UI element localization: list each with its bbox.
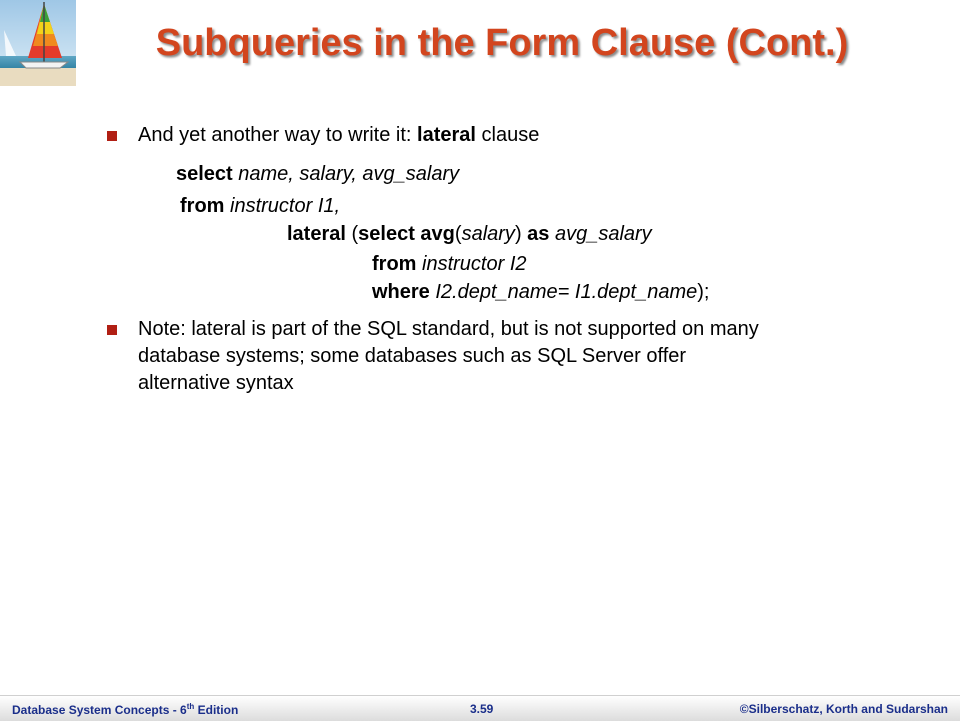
bullet-marker	[107, 325, 117, 335]
sailboat-logo	[0, 0, 76, 86]
sql-keyword: where	[372, 281, 430, 303]
slide-footer	[0, 695, 960, 721]
footer-book-text: Database System Concepts - 6	[12, 703, 187, 717]
code-line-2	[180, 193, 340, 220]
sql-identifier: name, salary, avg_salary	[232, 163, 460, 185]
bullet-text-pre: And yet another way to write it:	[138, 124, 418, 146]
sql-keyword: from	[180, 195, 225, 217]
sql-identifier: instructor I2	[416, 253, 527, 275]
bullet-text-note	[138, 316, 918, 397]
note-line-2: database systems; some databases such as SQL Server offer	[138, 345, 687, 367]
sql-keyword: lateral	[287, 223, 346, 245]
code-line-4	[372, 251, 527, 278]
sql-keyword: select	[358, 223, 415, 245]
code-line-5	[372, 279, 709, 306]
footer-book-sup: th	[186, 702, 195, 711]
note-line-1: Note: lateral is part of the SQL standard, but is not supported on many	[138, 318, 759, 340]
code-line-3	[287, 221, 652, 248]
sql-punct: )	[514, 223, 528, 245]
code-line-1	[176, 161, 459, 188]
bullet-marker	[107, 131, 117, 141]
sql-punct: );	[697, 281, 710, 303]
bullet-keyword: lateral	[417, 124, 476, 146]
footer-book-title	[12, 702, 238, 717]
bullet-text-lateral	[138, 122, 539, 149]
sql-keyword: as	[527, 223, 550, 245]
sql-identifier: salary	[461, 223, 515, 245]
sql-identifier: instructor I1,	[224, 195, 341, 217]
bullet-text-post: clause	[475, 124, 540, 146]
footer-page-number: 3.59	[470, 702, 494, 716]
slide-title: Subqueries in the Form Clause (Cont.)	[155, 22, 849, 64]
note-line-3: alternative syntax	[138, 372, 294, 394]
sql-keyword: from	[372, 253, 417, 275]
footer-book-end: Edition	[194, 703, 239, 717]
footer-copyright: ©Silberschatz, Korth and Sudarshan	[739, 702, 948, 716]
sql-punct: (	[345, 223, 359, 245]
sql-identifier: avg_salary	[549, 223, 652, 245]
sql-keyword: avg	[414, 223, 455, 245]
sql-identifier: I2.dept_name= I1.dept_name	[429, 281, 698, 303]
sql-keyword: select	[176, 163, 233, 185]
sql-punct: (	[454, 223, 462, 245]
